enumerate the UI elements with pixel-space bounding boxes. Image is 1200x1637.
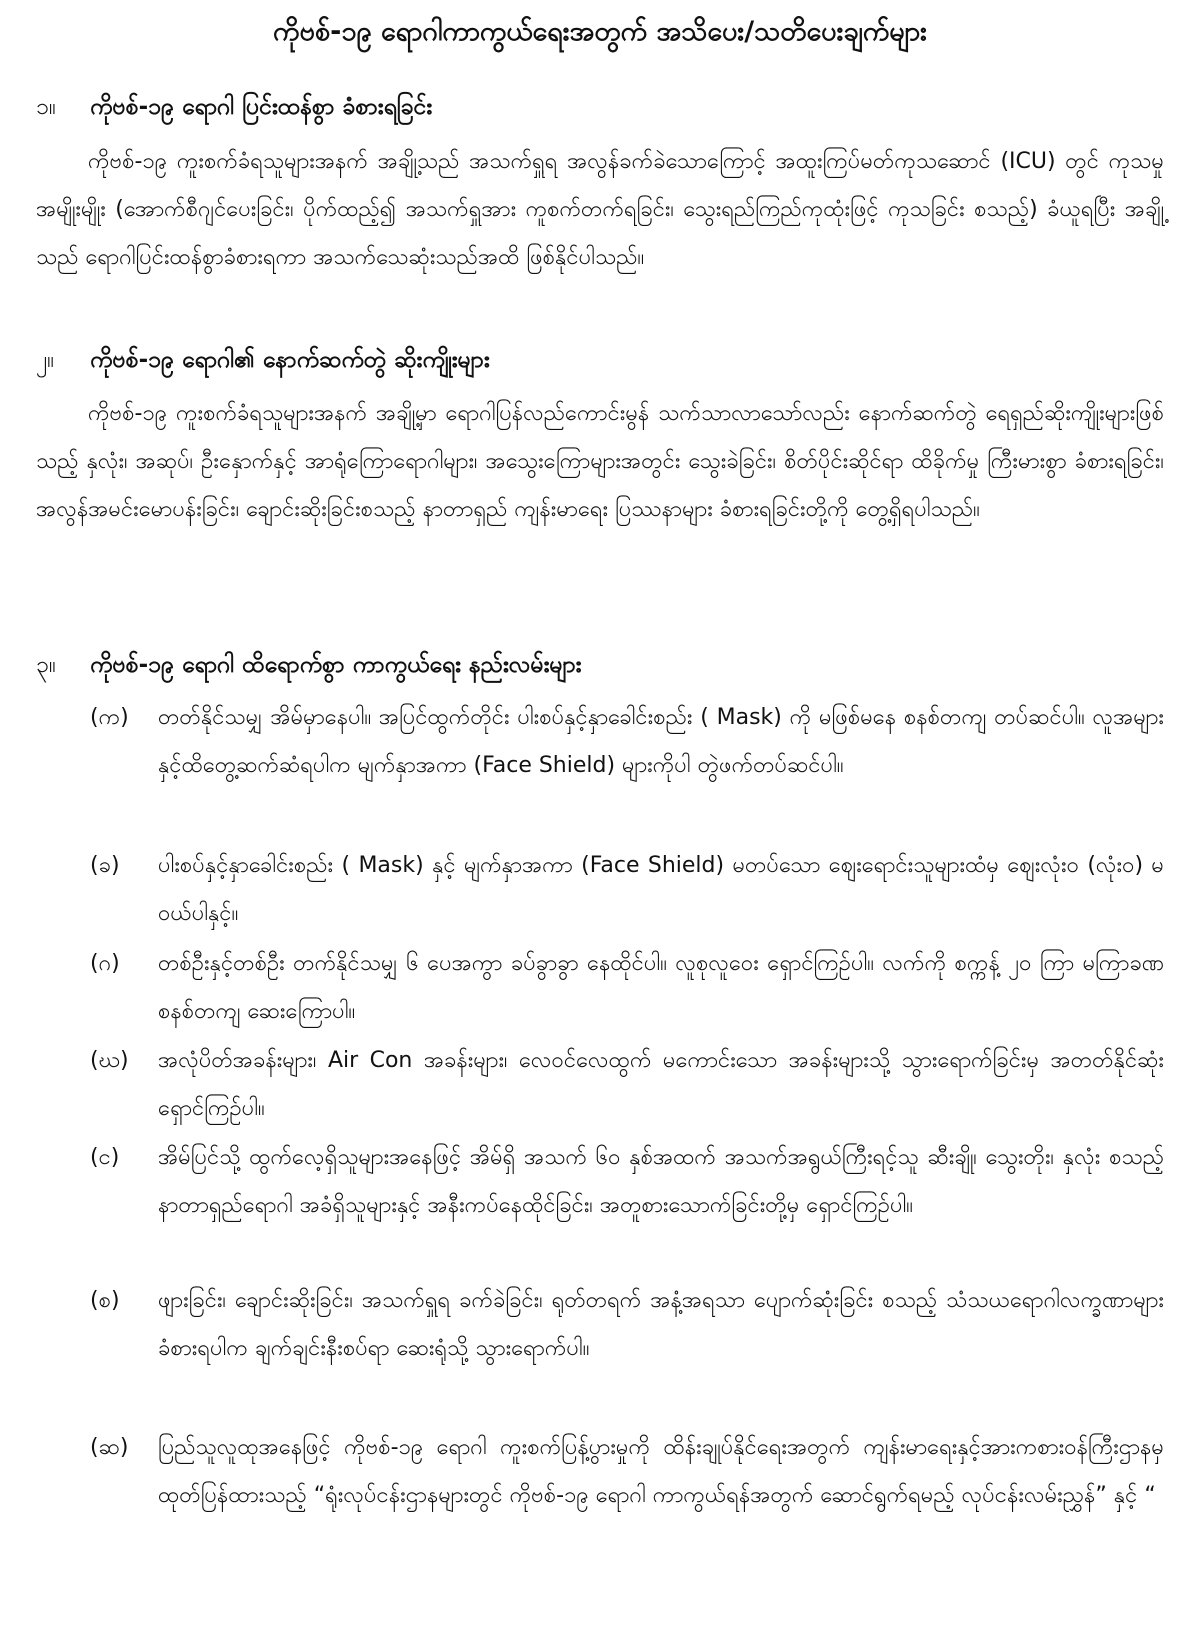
section-number: ၂။ <box>36 347 55 373</box>
list-item <box>90 1424 1164 1520</box>
section-paragraph <box>36 138 1164 282</box>
paragraph-text: ကိုဗစ်-၁၉ ကူးစက်ခံရသူများအနက် အချို့သည် အသက်ရှူရ အလွန်ခက်ခဲသောကြောင့် အထူးကြပ်မတ်ကုသဆောင် (ICU) တွင် ကုသမှုအမျိုးမျိုး (အောက်စီဂျင်ပေးခြင်း၊ ပိုက်ထည့်၍ အသက်ရှူအား ကူစက်တက်ရခြင်း၊ သွေးရည်ကြည်ကုထုံးဖြင့် ကုသခြင်း စသည့်) ခံယူရပြီး အချို့သည် ရောဂါပြင်းထန်စွာခံစားရကာ အသက်သေဆုံးသည်အထိ ဖြစ်နိုင်ပါသည်။ <box>36 149 1164 270</box>
item-text: ပြည်သူလူထုအနေဖြင့် ကိုဗစ်-၁၉ ရောဂါ ကူးစက်ပြန့်ပွားမှုကို ထိန်းချုပ်နိုင်ရေးအတွက် ကျန်းမာရေးနှင့်အားကစားဝန်ကြီးဌာနမှ ထုတ်ပြန်ထားသည့် “ရုံးလုပ်ငန်းဌာနများတွင် ကိုဗစ်-၁၉ ရောဂါ ကာကွယ်ရန်အတွက် ဆောင်ရွက်ရမည့် လုပ်ငန်းလမ်းညွှန်” နှင့် “ <box>158 1435 1164 1508</box>
item-label: (က) <box>90 705 129 730</box>
section-number: ၃။ <box>36 652 56 678</box>
section-title: ကိုဗစ်-၁၉ ရောဂါ ပြင်းထန်စွာ ခံစားရခြင်း <box>90 94 433 120</box>
item-text: တစ်ဦးနှင့်တစ်ဦး တက်နိုင်သမျှ ၆ ပေအကွာ ခပ်ခွာခွာ နေထိုင်ပါ။ လူစုလူဝေး ရှောင်ကြဉ်ပါ။ လက်ကို စက္ကန့် ၂၀ ကြာ မကြာခဏစနစ်တကျ ဆေးကြောပါ။ <box>158 951 1164 1024</box>
section-heading <box>36 90 1160 124</box>
list-item <box>90 694 1164 790</box>
list-item <box>90 1134 1164 1230</box>
document-title: ကိုဗစ်-၁၉ ရောဂါကာကွယ်ရေးအတွက် အသိပေး/သတိပေးချက်များ <box>273 16 927 47</box>
item-label: (ဃ) <box>90 1048 129 1073</box>
section-title: ကိုဗစ်-၁၉ ရောဂါ၏ နောက်ဆက်တွဲ ဆိုးကျိုးများ <box>90 347 490 373</box>
list-item <box>90 1037 1164 1133</box>
item-text: အလုံပိတ်အခန်းများ၊ Air Con အခန်းများ၊ လေဝင်လေထွက် မကောင်းသော အခန်းများသို့ သွားရောက်ခြင်းမှ အတတ်နိုင်ဆုံး ရှောင်ကြဉ်ပါ။ <box>158 1048 1164 1121</box>
item-label: (ခ) <box>90 853 120 878</box>
paragraph-text: ကိုဗစ်-၁၉ ကူးစက်ခံရသူများအနက် အချို့မှာ ရောဂါပြန်လည်ကောင်းမွန် သက်သာလာသော်လည်း နောက်ဆက်တွဲ ရေရှည်ဆိုးကျိုးများဖြစ်သည့် နှလုံး၊ အဆုပ်၊ ဦးနှောက်နှင့် အာရုံကြောရောဂါများ၊ အသွေးကြောများအတွင်း သွေးခဲခြင်း၊ စိတ်ပိုင်းဆိုင်ရာ ထိခိုက်မှု ကြီးမားစွာ ခံစားရခြင်း၊ အလွန်အမင်းမောပန်းခြင်း၊ ချောင်းဆိုးခြင်းစသည့် နာတာရှည် ကျန်းမာရေး ပြဿနာများ ခံစားရခြင်းတို့ကို တွေ့ရှိရပါသည်။ <box>36 401 1164 522</box>
section-heading <box>36 343 1160 377</box>
list-item <box>90 940 1164 1036</box>
item-text: ဖျားခြင်း၊ ချောင်းဆိုးခြင်း၊ အသက်ရှူရ ခက်ခဲခြင်း၊ ရုတ်တရက် အနံ့အရသာ ပျောက်ဆုံးခြင်း စသည့် သံသယရောဂါလက္ခဏာများ ခံစားရပါက ချက်ချင်းနီးစပ်ရာ ဆေးရုံသို့ သွားရောက်ပါ။ <box>158 1288 1164 1361</box>
list-item <box>90 1277 1164 1373</box>
item-label: (ဆ) <box>90 1435 129 1460</box>
item-text: ပါးစပ်နှင့်နှာခေါင်းစည်း ( Mask) နှင့် မျက်နှာအကာ (Face Shield) မတပ်သော ဈေးရောင်းသူများထံမှ ဈေးလုံးဝ (လုံးဝ) မဝယ်ပါနှင့်။ <box>158 853 1164 926</box>
item-label: (င) <box>90 1145 120 1170</box>
item-text: တတ်နိုင်သမျှ အိမ်မှာနေပါ။ အပြင်ထွက်တိုင်း ပါးစပ်နှင့်နှာခေါင်းစည်း ( Mask) ကို မဖြစ်မနေ စနစ်တကျ တပ်ဆင်ပါ။ လူအများနှင့်ထိတွေ့ဆက်ဆံရပါက မျက်နှာအကာ (Face Shield) များကိုပါ တွဲဖက်တပ်ဆင်ပါ။ <box>158 705 1164 778</box>
section-title: ကိုဗစ်-၁၉ ရောဂါ ထိရောက်စွာ ကာကွယ်ရေး နည်းလမ်းများ <box>90 652 582 678</box>
section-number: ၁။ <box>36 94 56 120</box>
list-item <box>90 842 1164 938</box>
section-paragraph <box>36 390 1164 534</box>
section-heading <box>36 648 1160 682</box>
item-label: (စ) <box>90 1288 120 1313</box>
item-text: အိမ်ပြင်သို့ ထွက်လေ့ရှိသူများအနေဖြင့် အိမ်ရှိ အသက် ၆၀ နှစ်အထက် အသက်အရွယ်ကြီးရင့်သူ ဆီးချို၊ သွေးတိုး၊ နှလုံး စသည့် နာတာရှည်ရောဂါ အခံရှိသူများနှင့် အနီးကပ်နေထိုင်ခြင်း၊ အတူစားသောက်ခြင်းတို့မှ ရှောင်ကြဉ်ပါ။ <box>158 1145 1164 1218</box>
item-label: (ဂ) <box>90 951 120 976</box>
